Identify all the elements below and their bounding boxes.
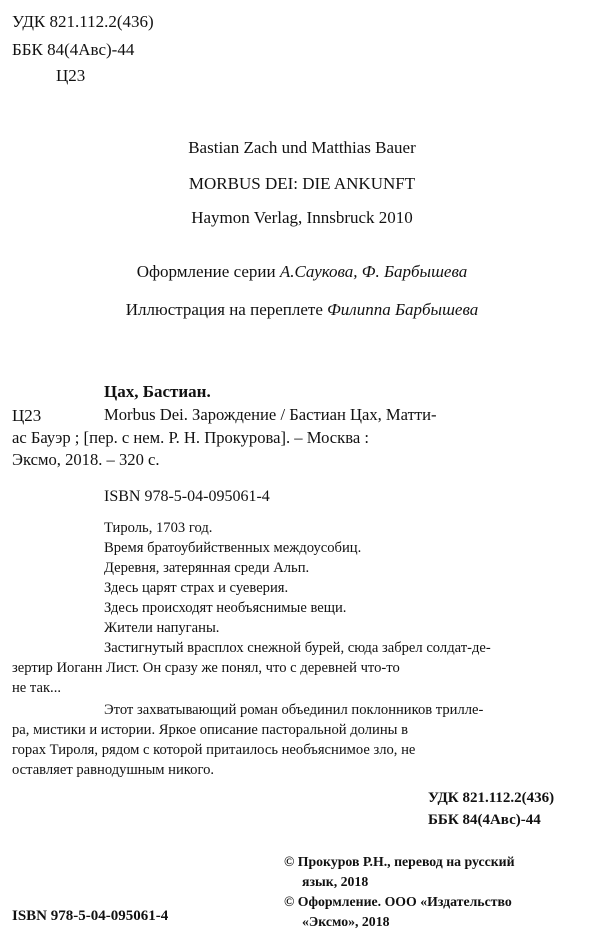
annotation-paragraph-2 (12, 700, 582, 780)
copyright-design-line-1: © Оформление. ООО «Издательство (284, 894, 512, 909)
description-line-2: ас Бауэр ; [пер. с нем. Р. Н. Прокурова]. – Москва : (12, 427, 369, 447)
paragraph-1-line: зертир Иоганн Лист. Он сразу же понял, что с деревней что-то (12, 660, 400, 676)
paragraph-1-line: не так... (12, 680, 62, 696)
paragraph-2-line: оставляет равнодушным никого. (12, 762, 215, 778)
annotation-line: Здесь происходят необъяснимые вещи. (104, 600, 347, 616)
original-title: MORBUS DEI: DIE ANKUNFT (188, 174, 416, 193)
paragraph-2-line: ра, мистики и истории. Яркое описание пасторальной долины в (12, 722, 408, 738)
cover-illustration-label: Иллюстрация на переплете (125, 300, 323, 319)
original-publisher: Haymon Verlag, Innsbruck 2010 (191, 208, 413, 227)
copyright-translation-line-2: язык, 2018 (302, 874, 369, 889)
series-design-names: А.Саукова, Ф. Барбышева (279, 262, 468, 281)
cover-illustration-credit (0, 300, 604, 320)
paragraph-2-line: горах Тироля, рядом с которой притаилось необъяснимое зло, не (12, 742, 416, 758)
udk-code: УДК 821.112.2(436) (12, 12, 154, 31)
bottom-udk-code: УДК 821.112.2(436) (428, 790, 555, 806)
bottom-bbk-code: ББК 84(4Авс)-44 (428, 812, 541, 828)
original-authors: Bastian Zach und Matthias Bauer (188, 138, 416, 157)
annotation-line: Время братоубийственных междоусобиц. (104, 540, 362, 556)
annotation-line: Тироль, 1703 год. (104, 520, 213, 536)
series-design-label: Оформление серии (136, 262, 276, 281)
paragraph-1-line: Застигнутый врасплох снежной бурей, сюда забрел солдат-де- (104, 640, 491, 656)
bottom-isbn: ISBN 978-5-04-095061-4 (12, 908, 169, 924)
catalog-author-heading: Цах, Бастиан. (104, 382, 211, 401)
copyright-translation-line-1: © Прокуров Р.Н., перевод на русский (284, 854, 515, 869)
annotation (104, 518, 582, 638)
bbk-code: ББК 84(4Авс)-44 (12, 40, 135, 59)
cover-illustration-name: Филиппа Барбышева (327, 300, 479, 319)
paragraph-2-line: Этот захватывающий роман объединил поклонников трилле- (104, 702, 484, 718)
annotation-line: Здесь царят страх и суеверия. (104, 580, 289, 596)
description-line-1: Morbus Dei. Зарождение / Бастиан Цах, Матти- (104, 405, 437, 424)
copyright-design-line-2: «Эксмо», 2018 (302, 914, 390, 929)
annotation-paragraph-1 (12, 638, 582, 698)
copyright-block (284, 852, 584, 932)
catalog-author-mark: Ц23 (12, 406, 42, 425)
catalog-isbn: ISBN 978-5-04-095061-4 (104, 488, 270, 505)
annotation-line: Деревня, затерянная среди Альп. (104, 560, 310, 576)
description-line-3: Эксмо, 2018. – 320 с. (12, 450, 160, 469)
annotation-line: Жители напуганы. (104, 620, 220, 636)
series-design-credit (0, 262, 604, 282)
author-mark: Ц23 (56, 66, 86, 85)
